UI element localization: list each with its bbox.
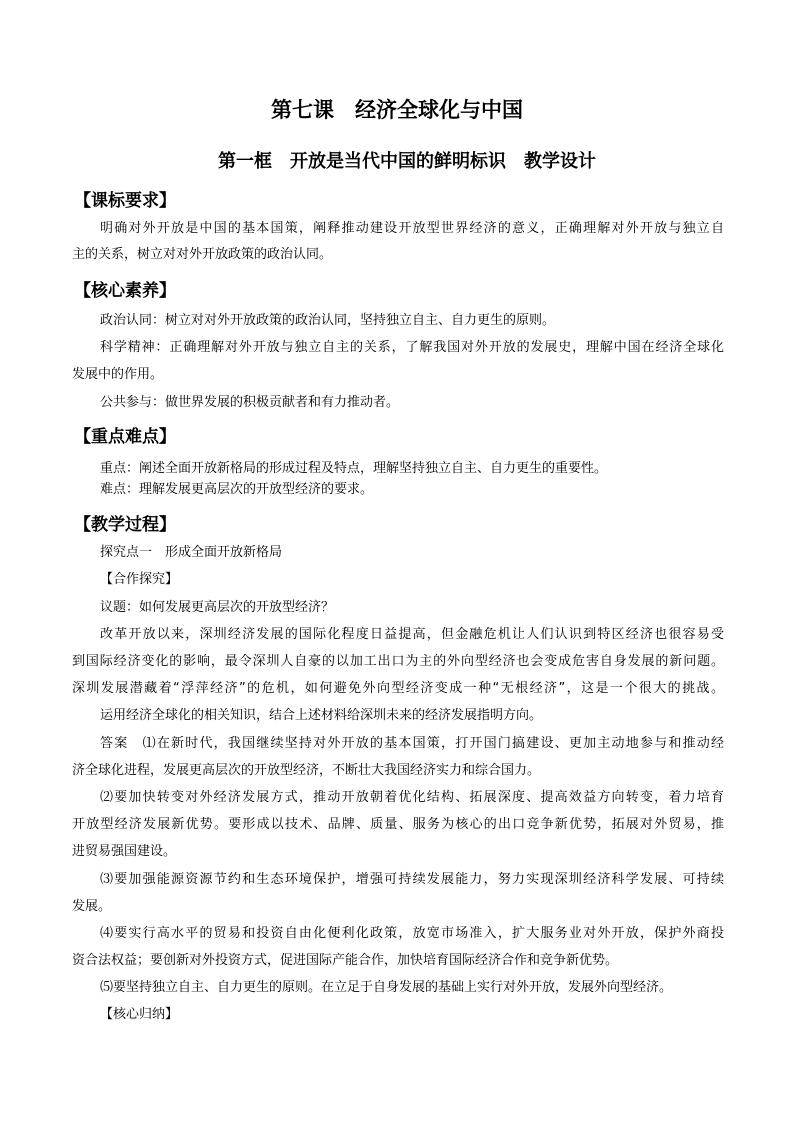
paragraph-line: 开放型经济发展新优势。要形成以技术、品牌、质量、服务为核心的出口竞争新优势，拓展对外贸易，推 <box>72 817 724 832</box>
paragraph-line: 进贸易强国建设。 <box>72 844 177 859</box>
paragraph-line: 到国际经济变化的影响，最令深圳人自豪的以加工出口为主的外向型经济也会变成危害自身发展的新问题。 <box>72 654 724 669</box>
paragraph-line: ⑸要坚持独立自主、自力更生的原则。在立足于自身发展的基础上实行对外开放，发展外向型经济。 <box>100 980 673 995</box>
section-subtitle: 第一框 开放是当代中国的鲜明标识 教学设计 <box>218 151 596 172</box>
paragraph-line: 议题：如何发展更高层次的开放型经济？ <box>100 600 335 615</box>
paragraph-line: 难点：理解发展更高层次的开放型经济的要求。 <box>100 482 374 497</box>
paragraph-line: 【合作探究】 <box>100 572 179 587</box>
curriculum-heading: 【课标要求】 <box>74 191 176 211</box>
paragraph-line: 公共参与：做世界发展的积极贡献者和有力推动者。 <box>100 395 400 410</box>
paragraph-line: 【核心归纳】 <box>100 1007 179 1022</box>
process-heading: 【教学过程】 <box>74 515 176 535</box>
paragraph-line: ⑷要实行高水平的贸易和投资自由化便利化政策，放宽市场准入，扩大服务业对外开放，保护外商投 <box>100 926 724 941</box>
paragraph-line: 发展。 <box>72 899 112 914</box>
paragraph-line: 深圳发展潜藏着“浮萍经济”的危机，如何避免外向型经济变成一种“无根经济”，这是一个很大的挑战。 <box>72 681 724 696</box>
key-points-heading: 【重点难点】 <box>74 427 176 447</box>
paragraph-line: 答案 ⑴在新时代，我国继续坚持对外开放的基本国策，打开国门搞建设、更加主动地参与和推动经 <box>100 736 724 751</box>
paragraph-line: 重点：阐述全面开放新格局的形成过程及特点，理解坚持独立自主、自力更生的重要性。 <box>100 461 608 476</box>
paragraph-line: 济全球化进程，发展更高层次的开放型经济，不断壮大我国经济实力和综合国力。 <box>72 763 541 778</box>
paragraph-line: 发展中的作用。 <box>72 367 164 382</box>
paragraph-line: 运用经济全球化的相关知识，结合上述材料给深圳未来的经济发展指明方向。 <box>100 708 543 723</box>
paragraph-line: 政治认同：树立对对外开放政策的政治认同，坚持独立自主、自力更生的原则。 <box>100 313 556 328</box>
paragraph-line: ⑶要加强能源资源节约和生态环境保护，增强可持续发展能力，努力实现深圳经济科学发展、可持续 <box>100 872 724 887</box>
paragraph-line: 主的关系，树立对对外开放政策的政治认同。 <box>72 247 333 262</box>
paragraph-line: 改革开放以来，深圳经济发展的国际化程度日益提高，但金融危机让人们认识到特区经济也很容易受 <box>100 627 724 642</box>
paragraph-line: ⑵要加快转变对外经济发展方式，推动开放朝着优化结构、拓展深度、提高效益方向转变，着力培育 <box>100 790 724 805</box>
lesson-title: 第七课 经济全球化与中国 <box>271 98 523 122</box>
paragraph-line: 科学精神：正确理解对外开放与独立自主的关系，了解我国对外开放的发展史，理解中国在经济全球化 <box>100 340 724 355</box>
paragraph-line: 探究点一 形成全面开放新格局 <box>100 545 283 560</box>
paragraph-line: 明确对外开放是中国的基本国策，阐释推动建设开放型世界经济的意义，正确理解对外开放与独立自 <box>100 221 724 236</box>
core-literacy-heading: 【核心素养】 <box>74 281 176 301</box>
paragraph-line: 资合法权益；要创新对外投资方式，促进国际产能合作，加快培育国际经济合作和竞争新优势。 <box>72 953 619 968</box>
